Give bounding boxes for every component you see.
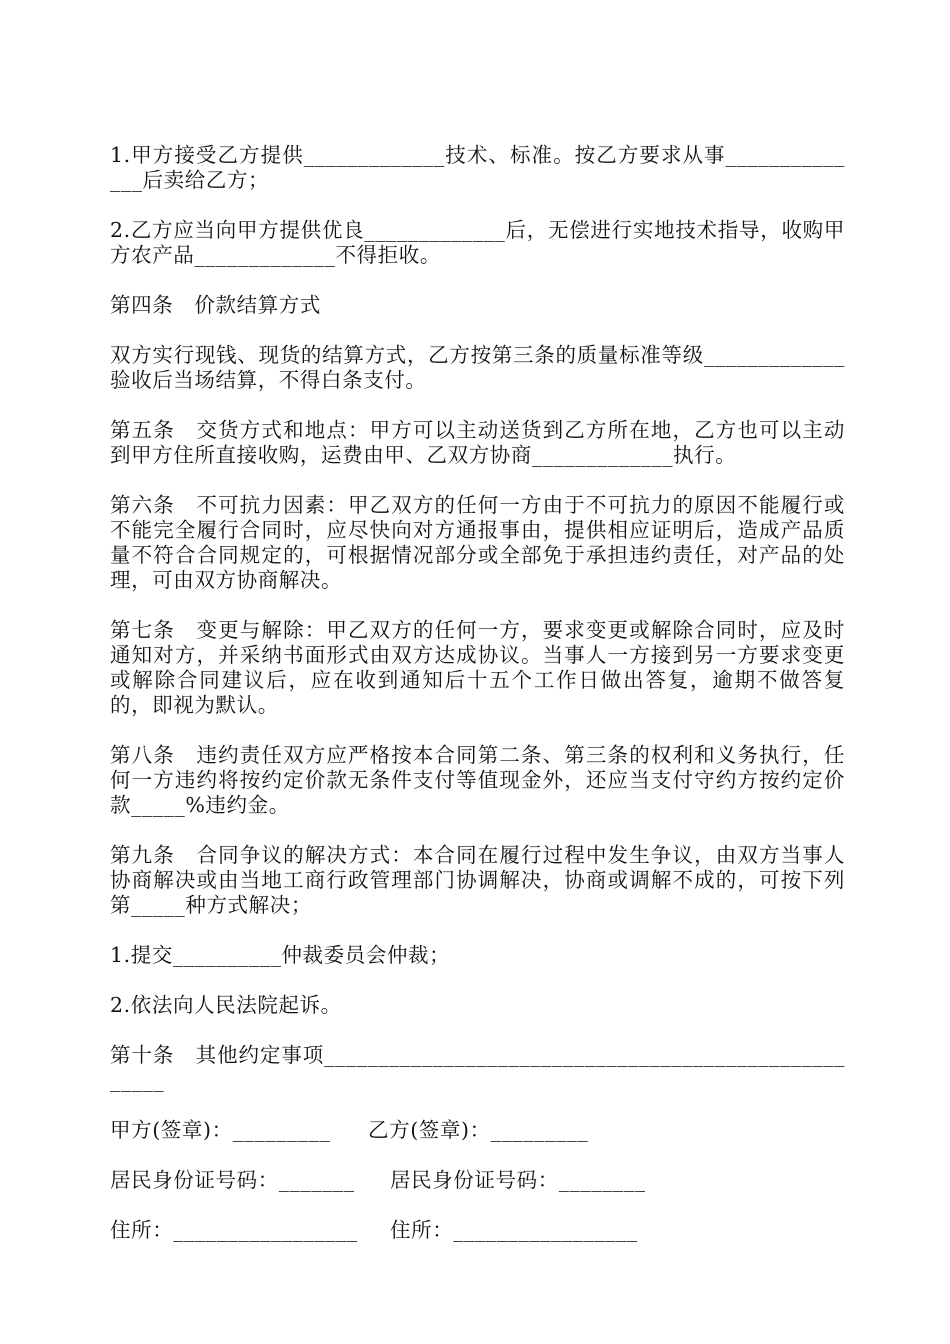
- article-8-liability: 第八条 违约责任双方应严格按本合同第二条、第三条的权利和义务执行，任何一方违约将按约定价款无条件支付等值现金外，还应当支付守约方按约定价款_____%违约金。: [110, 743, 845, 817]
- signature-id-row: [110, 1168, 845, 1193]
- article-4-settlement-text: 双方实行现钱、现货的结算方式，乙方按第三条的质量标准等级_____________验收后当场结算，不得白条支付。: [110, 343, 845, 392]
- party-b-seal: 乙方(签章)：_________: [368, 1118, 589, 1142]
- party-b-id-number: 居民身份证号码：________: [390, 1168, 646, 1192]
- article-9-dispute: 第九条 合同争议的解决方式：本合同在履行过程中发生争议，由双方当事人协商解决或由当地工商行政管理部门协调解决，协商或调解不成的，可按下列第_____种方式解决；: [110, 843, 845, 917]
- clause-1-party-a-accepts: 1.甲方接受乙方提供_____________技术、标准。按乙方要求从事______________后卖给乙方；: [110, 143, 845, 192]
- article-5-delivery: 第五条 交货方式和地点：甲方可以主动送货到乙方所在地，乙方也可以主动到甲方住所直接收购，运费由甲、乙双方协商_____________执行。: [110, 418, 845, 467]
- article-6-force-majeure: 第六条 不可抗力因素：甲乙双方的任何一方由于不可抗力的原因不能履行或不能完全履行合同时，应尽快向对方通报事由，提供相应证明后，造成产品质量不符合合同规定的，可根据情况部分或全部免于承担违约责任，对产品的处理，可由双方协商解决。: [110, 493, 845, 592]
- signature-address-row: [110, 1218, 845, 1243]
- party-b-address: 住所：_________________: [390, 1218, 638, 1242]
- article-10-other-matters: 第十条 其他约定事项_____________________________________________________: [110, 1043, 845, 1092]
- signature-seal-row: [110, 1118, 845, 1143]
- dispute-option-court: 2.依法向人民法院起诉。: [110, 993, 342, 1017]
- party-a-address: 住所：_________________: [110, 1218, 358, 1242]
- party-a-id-number: 居民身份证号码：_______: [110, 1168, 355, 1192]
- clause-2-party-b-supplies: 2.乙方应当向甲方提供优良_____________后，无偿进行实地技术指导，收购甲方农产品_____________不得拒收。: [110, 218, 845, 267]
- article-7-change-termination: 第七条 变更与解除：甲乙双方的任何一方，要求变更或解除合同时，应及时通知对方，并采纳书面形式由双方达成协议。当事人一方接到另一方要求变更或解除合同建议后，应在收到通知后十五个工作日做出答复，逾期不做答复的，即视为默认。: [110, 618, 845, 717]
- contract-page: [110, 143, 845, 1268]
- article-4-heading: 第四条 价款结算方式: [110, 293, 321, 317]
- dispute-option-arbitration: 1.提交__________仲裁委员会仲裁；: [110, 943, 451, 967]
- party-a-seal: 甲方(签章)：_________: [110, 1118, 331, 1142]
